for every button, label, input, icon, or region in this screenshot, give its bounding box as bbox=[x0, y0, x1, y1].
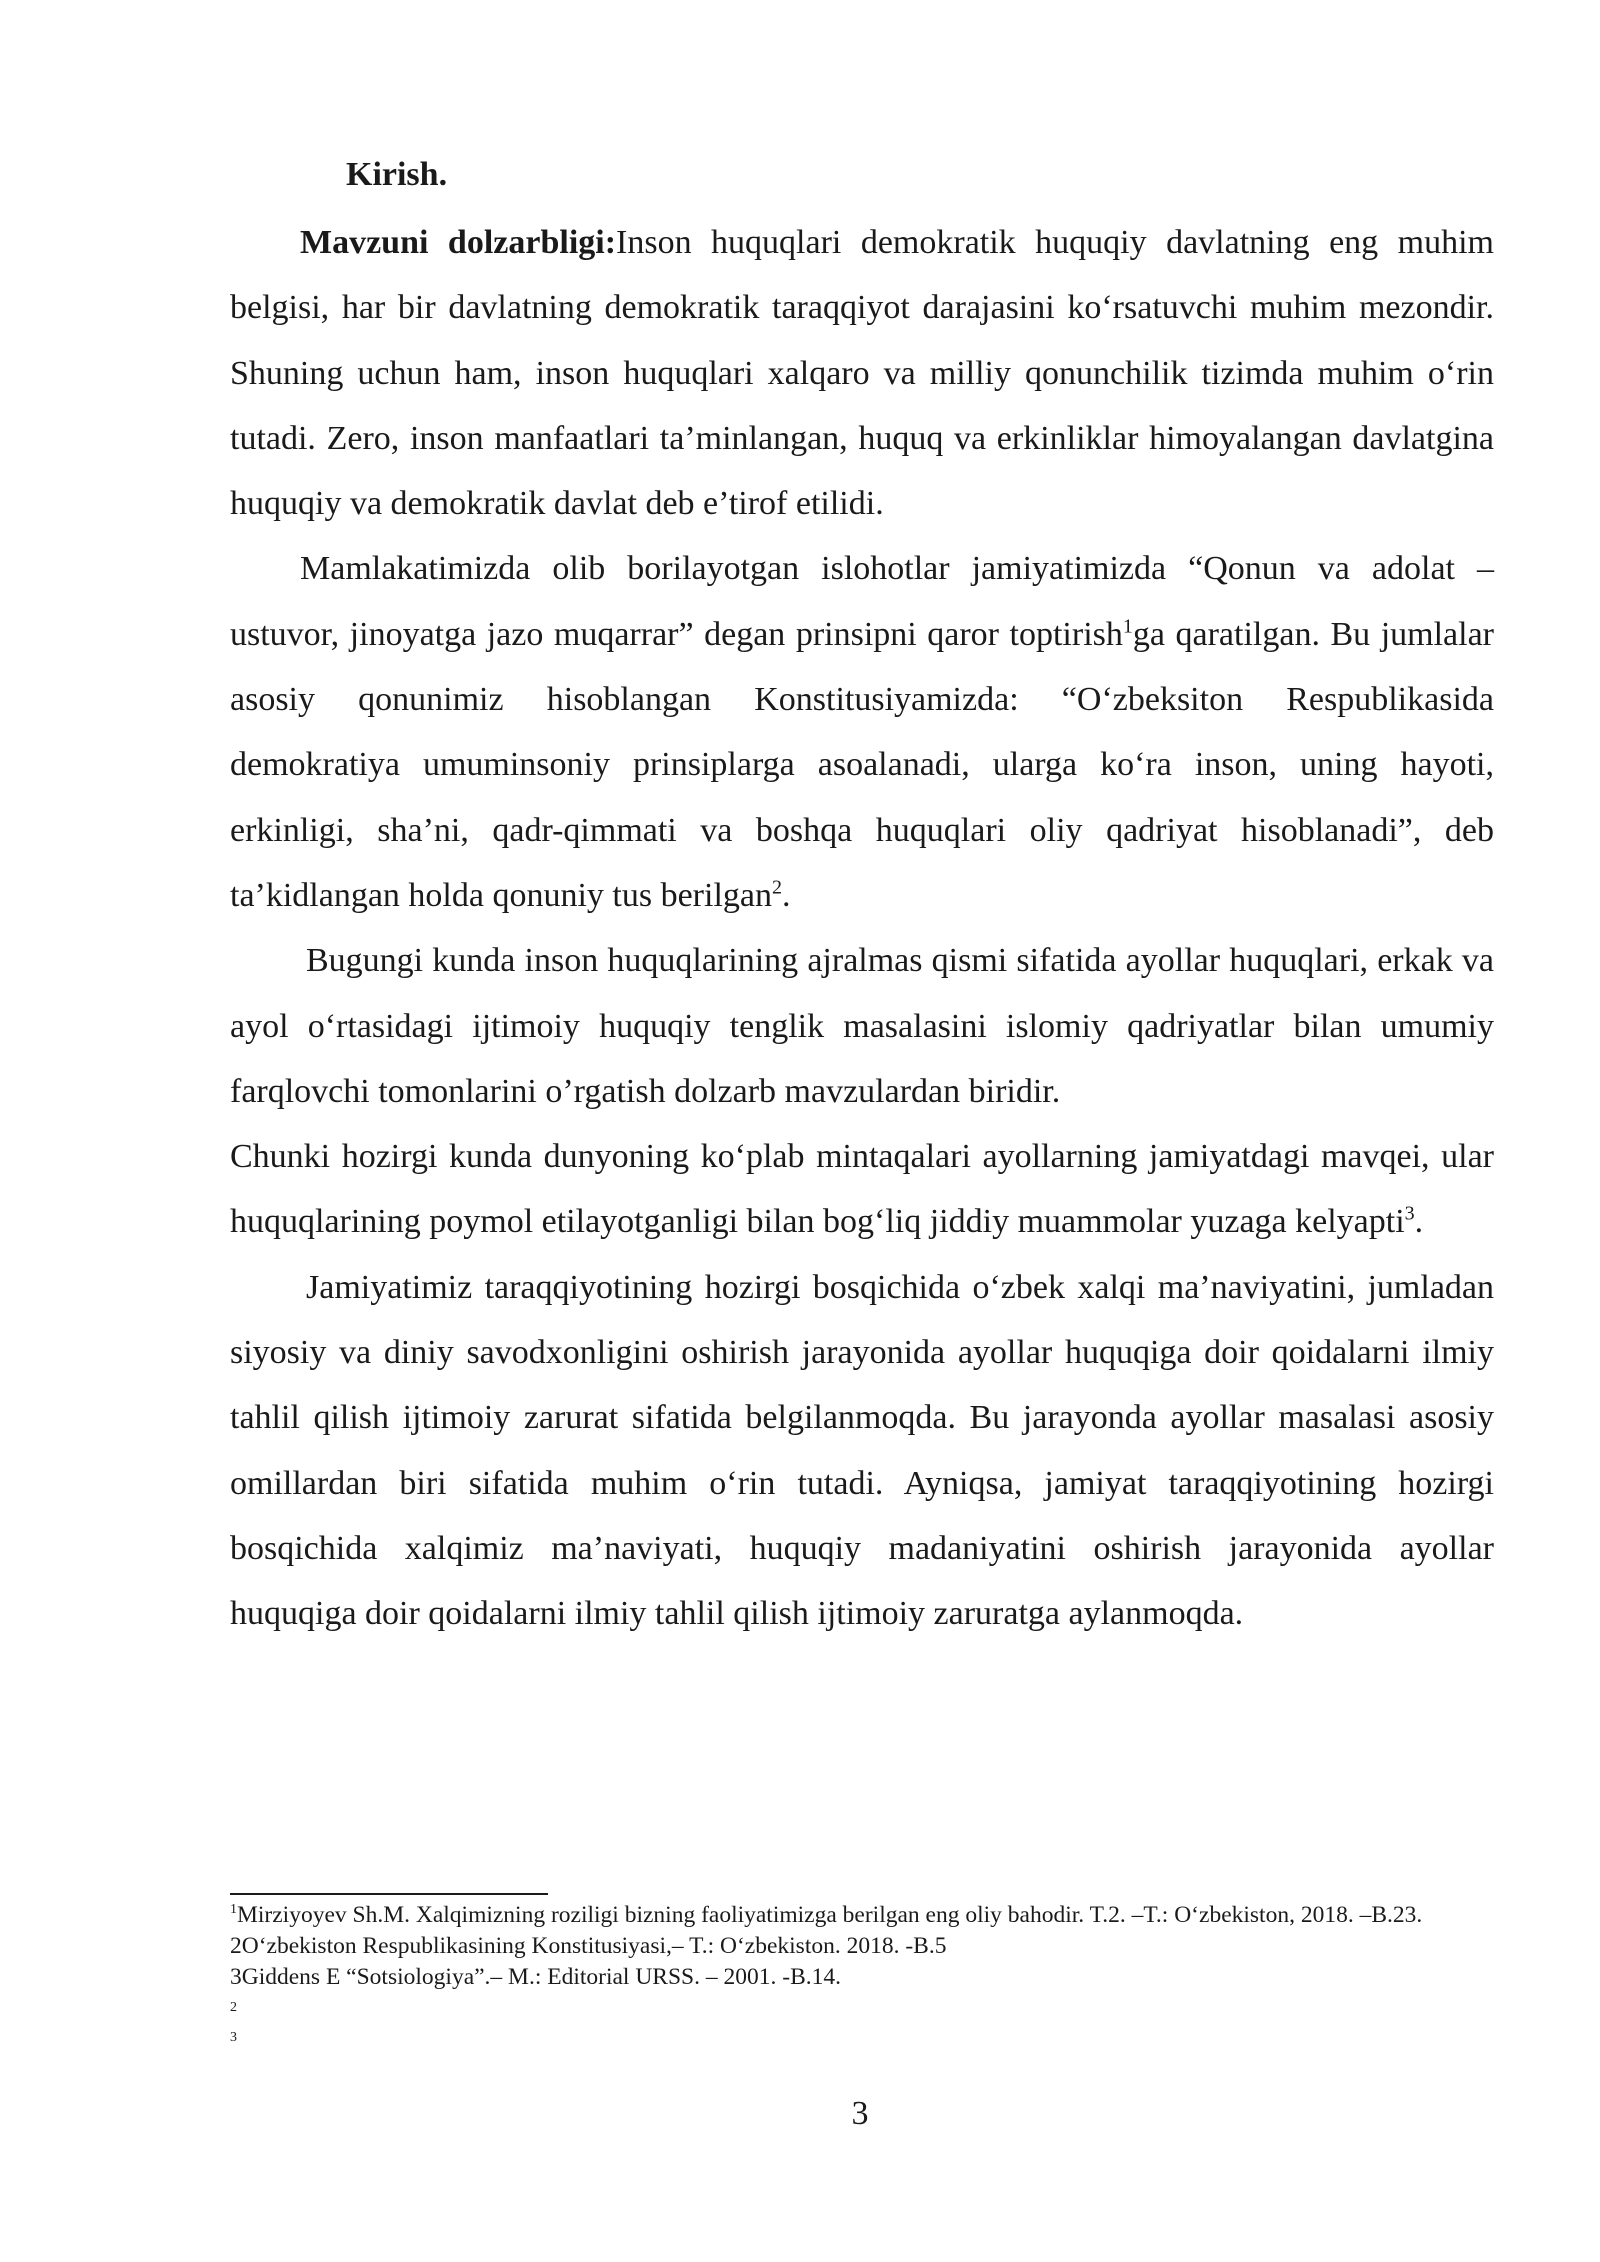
stray-footnote-mark-2: 2 bbox=[230, 2000, 237, 2015]
footnote-ref-2: 2 bbox=[772, 876, 782, 899]
paragraph-society bbox=[230, 1255, 1494, 1647]
footnote-1-mark: 1 bbox=[230, 1902, 237, 1918]
relevance-label: Mavzuni dolzarbligi: bbox=[300, 224, 617, 261]
paragraph-reforms bbox=[230, 536, 1494, 928]
footnote-3: 3Giddens E “Sotsiologiya”.– M.: Editorial URSS. – 2001. -B.14. bbox=[230, 1964, 841, 1990]
page-number: 3 bbox=[851, 2095, 869, 2132]
stray-footnote-mark-3: 3 bbox=[230, 2030, 237, 2045]
society-text: Jamiyatimiz taraqqiyotining hozirgi bosqichida o‘zbek xalqi ma’naviyatini, jumladan siyosiy va diniy savodxonligini oshirish jarayonida ayollar huquqiga doir qoidalarni ilmiy tahlil qilish ijtimoiy zarurat sifatida belgilanmoqda. Bu jarayonda ayollar masalasi asosiy omillardan biri sifatida muhim o‘rin tutadi. Ayniqsa, jamiyat taraqqiyotining hozirgi bosqichida xalqimiz ma’naviyati, huquqiy madaniyatini oshirish jarayonida ayollar huquqiga doir qoidalarni ilmiy tahlil qilish ijtimoiy zaruratga aylanmoqda. bbox=[230, 1268, 1494, 1633]
section-heading: Kirish. bbox=[346, 156, 448, 193]
paragraph-relevance bbox=[230, 210, 1494, 536]
footnote-1-text: Mirziyoyev Sh.M. Xalqimizning roziligi bizning faoliyatimizga berilgan eng oliy bahodir. T.2. –T.: O‘zbekiston, 2018. –B.23. bbox=[237, 1902, 1423, 1928]
footnote-separator bbox=[230, 1893, 548, 1895]
footnote-ref-1: 1 bbox=[1122, 615, 1133, 638]
paragraph-women-rights bbox=[230, 928, 1494, 1124]
body-text bbox=[230, 210, 1494, 1647]
footnote-2: 2O‘zbekiston Respublikasining Konstitusiyasi,– T.: O‘zbekiston. 2018. -B.5 bbox=[230, 1933, 947, 1959]
reforms-text-middle: ga qaratilgan. Bu jumlalar asosiy qonunimiz hisoblangan Konstitusiyamizda: “O‘zbeksiton Respublikasida demokratiya umuminsoniy prinsiplarga asoalanadi, ularga ko‘ra inson, uning hayoti, erkinligi, sha’ni, qadr-qimmati va boshqa huquqlari oliy qadriyat hisoblanadi”, deb ta’kidlangan holda qonuniy tus berilgan bbox=[230, 615, 1494, 914]
because-text-end: . bbox=[1414, 1203, 1424, 1241]
footnote-1 bbox=[230, 1900, 1494, 1931]
footnotes bbox=[230, 1900, 1494, 2053]
reforms-text-end: . bbox=[782, 876, 791, 914]
footnote-ref-3: 3 bbox=[1404, 1203, 1415, 1226]
paragraph-because bbox=[230, 1124, 1494, 1255]
reforms-text-start: Mamlakatimizda olib borilayotgan islohotlar jamiyatimizda “Qonun va adolat – ustuvor, jinoyatga jazo muqarrar” degan prinsipni qaror toptirish bbox=[230, 550, 1494, 653]
because-text: Chunki hozirgi kunda dunyoning ko‘plab mintaqalari ayollarning jamiyatdagi mavqei, ular huquqlarining poymol etilayotganligi bilan bog‘liq jiddiy muammolar yuzaga kelyapti bbox=[230, 1138, 1494, 1241]
relevance-text: Inson huquqlari demokratik huquqiy davlatning eng muhim belgisi, har bir davlatning demokratik taraqqiyot darajasini ko‘rsatuvchi muhim mezondir. Shuning uchun ham, inson huquqlari xalqaro va milliy qonunchilik tizimda muhim o‘rin tutadi. Zero, inson manfaatlari ta’minlangan, huquq va erkinliklar himoyalangan davlatgina huquqiy va demokratik davlat deb e’tirof etilidi. bbox=[230, 224, 1494, 523]
women-rights-text: Bugungi kunda inson huquqlarining ajralmas qismi sifatida ayollar huquqlari, erkak va ayol o‘rtasidagi ijtimoiy huquqiy tenglik masalasini islomiy qadriyatlar bilan umumiy farqlovchi tomonlarini o’rgatish dolzarb mavzulardan biridir. bbox=[230, 942, 1494, 1110]
